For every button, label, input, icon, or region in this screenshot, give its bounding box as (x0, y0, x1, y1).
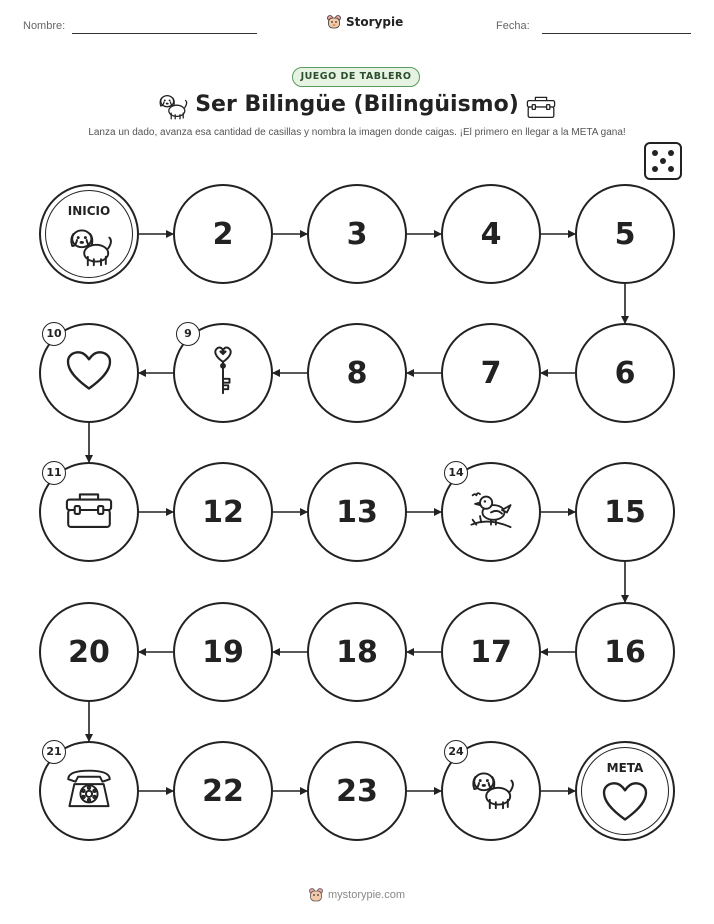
space-number: 3 (346, 216, 368, 252)
board-space (307, 184, 407, 284)
board-space (307, 602, 407, 702)
board-space (575, 462, 675, 562)
space-number: 16 (604, 634, 646, 670)
space-number-badge: 24 (444, 740, 468, 764)
storypie-mascot-icon (308, 887, 324, 903)
space-number-badge: 21 (42, 740, 66, 764)
page-title: Ser Bilingüe (Bilingüismo) (195, 92, 519, 117)
board-space (575, 184, 675, 284)
space-number: 8 (346, 355, 368, 391)
finish-label: META (606, 761, 644, 775)
brand-name: Storypie (346, 15, 404, 29)
space-number: 19 (202, 634, 244, 670)
heart-icon (65, 350, 113, 396)
space-number: 17 (470, 634, 512, 670)
name-label: Nombre: (23, 20, 66, 32)
board-space (307, 323, 407, 423)
space-number: 22 (202, 773, 244, 809)
board-space (307, 741, 407, 841)
space-number: 23 (336, 773, 378, 809)
board-space (575, 323, 675, 423)
space-number: 12 (202, 494, 244, 530)
board-space (173, 741, 273, 841)
space-number: 4 (480, 216, 502, 252)
key-icon (209, 345, 237, 401)
footer-site: mystorypie.com (328, 889, 406, 901)
heart-icon (601, 781, 649, 827)
dog-icon (467, 767, 515, 815)
start-space (39, 184, 139, 284)
bird-icon (466, 488, 516, 536)
board-space (173, 602, 273, 702)
start-label: INICIO (67, 204, 111, 218)
date-label: Fecha: (496, 20, 530, 32)
board-space (441, 184, 541, 284)
space-number: 2 (212, 216, 234, 252)
space-number: 7 (480, 355, 502, 391)
footer (308, 887, 405, 903)
space-number: 15 (604, 494, 646, 530)
space-number-badge: 9 (176, 322, 200, 346)
board-space (575, 602, 675, 702)
space-number: 6 (614, 355, 636, 391)
telephone-icon (64, 767, 114, 815)
space-number-badge: 11 (42, 461, 66, 485)
space-number: 20 (68, 634, 110, 670)
space-number-badge: 10 (42, 322, 66, 346)
dog-icon (65, 224, 113, 272)
board-space (173, 462, 273, 562)
board-space (39, 602, 139, 702)
toolbox-icon (63, 489, 115, 535)
game-instructions: Lanza un dado, avanza esa cantidad de casillas y nombra la imagen donde caigas. ¡El primero en llegar a la META gana! (88, 127, 626, 138)
board-space (173, 184, 273, 284)
board-space (441, 323, 541, 423)
space-number: 18 (336, 634, 378, 670)
space-number: 13 (336, 494, 378, 530)
game-type-badge: JUEGO DE TABLERO (292, 67, 420, 87)
space-number-badge: 14 (444, 461, 468, 485)
finish-space (575, 741, 675, 841)
space-number: 5 (614, 216, 636, 252)
board-space (307, 462, 407, 562)
board-space (441, 602, 541, 702)
